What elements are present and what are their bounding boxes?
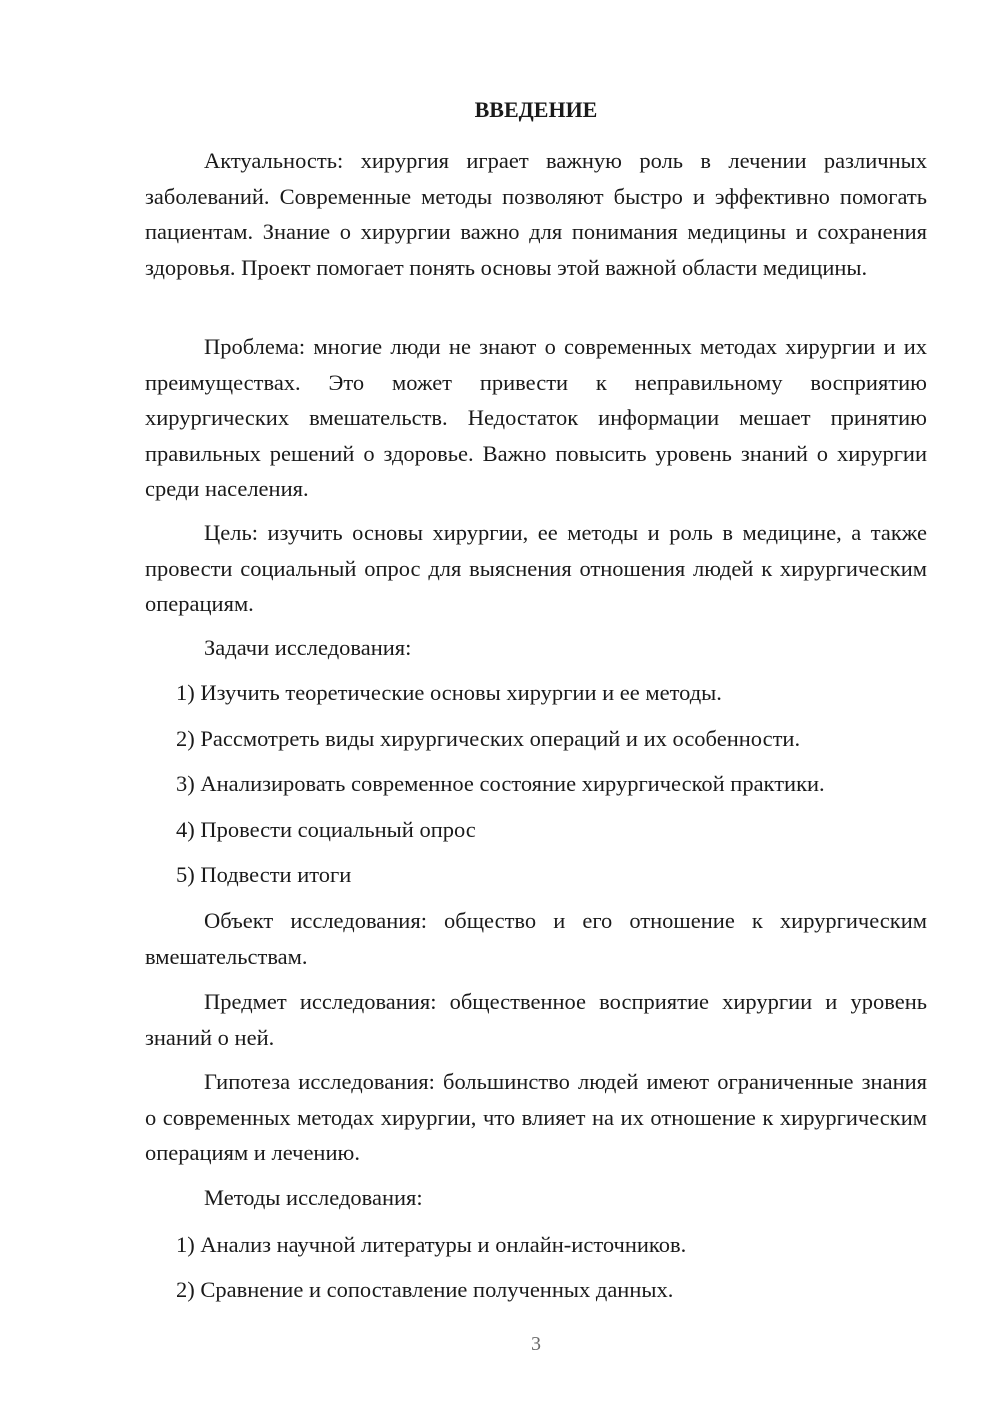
task-item-3: 3) Анализировать современное состояние хирургической практики. — [176, 771, 825, 796]
paragraph-problem: Проблема: многие люди не знают о современных методах хирургии и их преимуществах. Это может привести к неправильному восприятию хирургических вмешательств. Недостаток информации мешает принятию правильных решений о здоровье. Важно повысить уровень знаний о хирургии среди населения. — [145, 334, 927, 501]
task-item-5: 5) Подвести итоги — [176, 862, 352, 887]
methods-title: Методы исследования: — [204, 1185, 423, 1210]
paragraph-goal: Цель: изучить основы хирургии, ее методы и роль в медицине, а также провести социальный опрос для выяснения отношения людей к хирургическим операциям. — [145, 520, 927, 616]
paragraph-relevance: Актуальность: хирургия играет важную роль в лечении различных заболеваний. Современные методы позволяют быстро и эффективно помогать пациентам. Знание о хирургии важно для понимания медицины и сохранения здоровья. Проект помогает понять основы этой важной области медицины. — [145, 148, 927, 280]
task-item-1: 1) Изучить теоретические основы хирургии и ее методы. — [176, 680, 722, 705]
task-item-2: 2) Рассмотреть виды хирургических операций и их особенности. — [176, 726, 801, 751]
method-item-1: 1) Анализ научной литературы и онлайн-источников. — [176, 1232, 687, 1257]
section-heading: ВВЕДЕНИЕ — [474, 97, 598, 122]
task-item-4: 4) Провести социальный опрос — [176, 817, 476, 842]
paragraph-object: Объект исследования: общество и его отношение к хирургическим вмешательствам. — [145, 908, 927, 969]
paragraph-subject: Предмет исследования: общественное восприятие хирургии и уровень знаний о ней. — [145, 989, 927, 1050]
page-number: 3 — [531, 1333, 541, 1355]
method-item-2: 2) Сравнение и сопоставление полученных данных. — [176, 1277, 674, 1302]
paragraph-hypothesis: Гипотеза исследования: большинство людей имеют ограниченные знания о современных методах хирургии, что влияет на их отношение к хирургическим операциям и лечению. — [145, 1069, 927, 1165]
tasks-title: Задачи исследования: — [204, 635, 412, 660]
